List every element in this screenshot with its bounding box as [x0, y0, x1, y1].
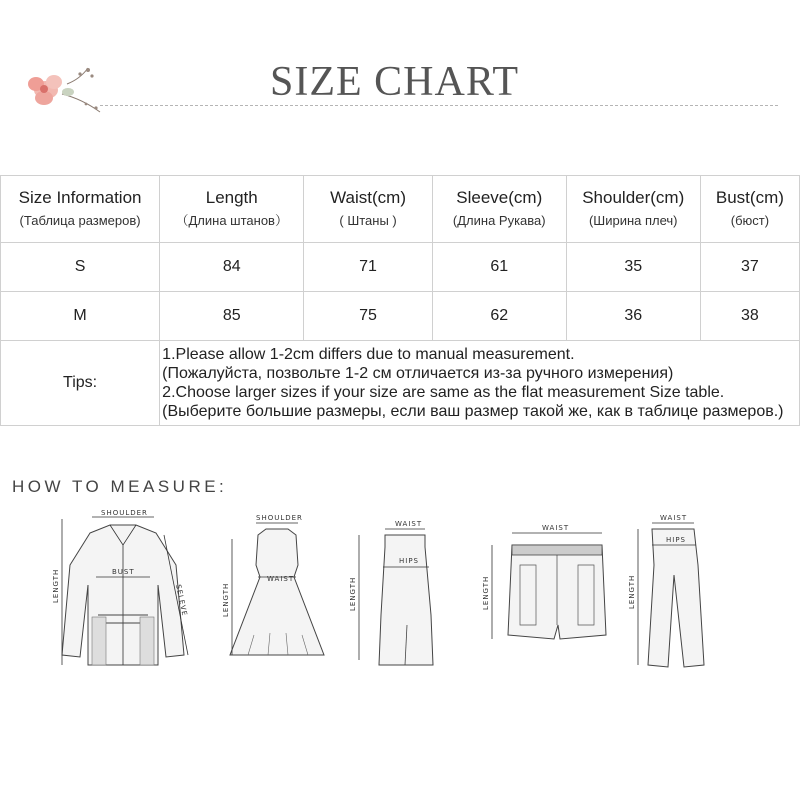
cell-waist: 75 [304, 292, 433, 341]
hips-label: HIPS [666, 536, 686, 544]
page-title: SIZE CHART [270, 59, 519, 105]
waist-label: WAIST [660, 514, 688, 522]
length-label: LENGTH [52, 568, 60, 603]
shorts-measure-diagram [478, 505, 618, 675]
title-divider [100, 105, 778, 106]
waist-label: WAIST [395, 520, 423, 528]
tip-line: 2.Choose larger sizes if your size are same as the flat measurement Size table. [162, 384, 725, 401]
cell-sleeve: 62 [432, 292, 566, 341]
length-label: LENGTH [628, 574, 636, 609]
cell-length: 84 [160, 243, 304, 292]
tips-label: Tips: [1, 341, 160, 426]
header-cell-size: Size Information (Таблица размеров) [1, 176, 160, 243]
size-table [0, 175, 800, 426]
cell-length: 85 [160, 292, 304, 341]
header-cell-bust: Bust(cm) (бюст) [700, 176, 799, 243]
waist-label: WAIST [267, 575, 295, 583]
shoulder-label: SHOULDER [256, 514, 303, 522]
cell-size: S [1, 243, 160, 292]
skirt-measure-diagram [345, 505, 450, 675]
tip-line: 1.Please allow 1-2cm differs due to manual measurement. [162, 346, 575, 363]
header-cell-waist: Waist(cm) ( Штаны ) [304, 176, 433, 243]
flower-decoration-icon [22, 64, 104, 116]
tips-row [1, 341, 800, 426]
header-cell-shoulder: Shoulder(cm) (Ширина плеч) [566, 176, 700, 243]
tip-line: (Выберите большие размеры, если ваш размер такой же, как в таблице размеров.) [162, 403, 784, 420]
header [0, 0, 800, 130]
header-cell-length: Length （Длина штанов） [160, 176, 304, 243]
length-label: LENGTH [349, 576, 357, 611]
how-to-measure-title: HOW TO MEASURE: [12, 477, 228, 496]
table-row [1, 243, 800, 292]
table-header-row [1, 176, 800, 243]
bust-label: BUST [112, 568, 135, 576]
cell-sleeve: 61 [432, 243, 566, 292]
dress-measure-diagram [218, 505, 336, 675]
cell-shoulder: 36 [566, 292, 700, 341]
pants-measure-diagram [628, 505, 728, 675]
cell-size: M [1, 292, 160, 341]
length-label: LENGTH [222, 582, 230, 617]
waist-label: WAIST [542, 524, 570, 532]
cell-bust: 37 [700, 243, 799, 292]
selve-label: SELEVE [174, 583, 189, 618]
hips-label: HIPS [399, 557, 419, 565]
tips-text [160, 341, 800, 426]
jacket-measure-diagram [48, 505, 198, 675]
cell-waist: 71 [304, 243, 433, 292]
cell-bust: 38 [700, 292, 799, 341]
table-row [1, 292, 800, 341]
length-label: LENGTH [482, 575, 490, 610]
header-cell-sleeve: Sleeve(cm) (Длина Рукава) [432, 176, 566, 243]
shoulder-label: SHOULDER [101, 509, 148, 517]
cell-shoulder: 35 [566, 243, 700, 292]
tip-line: (Пожалуйста, позвольте 1-2 см отличается из-за ручного измерения) [162, 365, 674, 382]
